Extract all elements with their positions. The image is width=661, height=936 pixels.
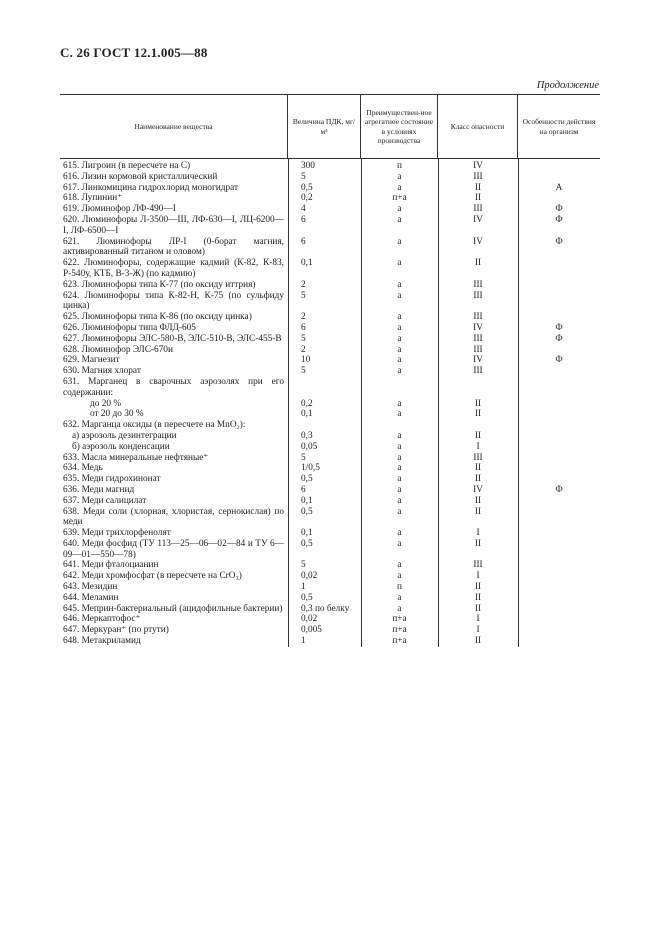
table-row [60,334,600,345]
pdk-value: 4 [301,204,306,215]
aggregate-state: а [397,322,402,333]
aggregate-state: а [397,430,402,441]
table-row [60,355,600,366]
hazard-class: III [473,171,483,182]
aggregate-state: п+а [392,625,407,636]
pdk-value: 2 [301,312,306,323]
pdk-value: 0,3 по белку [301,603,350,614]
hazard-class: II [474,409,482,420]
pdk-value [288,377,361,399]
substance-name: 622. Люминофоры, содержащие кадмий (К-82, К-83, Р-540у, КТБ, В-3-Ж) (по кадмию) [63,258,284,279]
effect-feature [518,507,600,529]
pdk-value: 0,005 [301,625,322,636]
substance-name: от 20 до 30 % [90,409,144,420]
hazard-class: IV [473,484,483,495]
aggregate-state: п+а [392,193,407,204]
substance-name: 632. Марганца оксиды (в пересчете на MnO₂): [63,420,246,431]
table-row [60,280,600,291]
page-title: С. 26 ГОСТ 12.1.005—88 [60,45,208,60]
aggregate-state: а [397,366,402,377]
aggregate-state: а [397,214,402,225]
hazard-class: II [474,582,482,593]
pdk-value: 5 [301,333,306,344]
pdk-value: 0,5 [301,592,313,603]
substance-name: 634. Медь [63,463,103,474]
column-divider [518,159,519,647]
col-feature-header: Особенности действия на организм [522,117,596,136]
table-row [60,496,600,507]
effect-feature [518,442,600,453]
aggregate-state: п [397,582,402,593]
pdk-value: 2 [301,344,306,355]
pdk-value: 1 [301,636,306,647]
pdk-value: 5 [301,171,306,182]
table-row [60,571,600,582]
table-row [60,215,600,237]
continuation-label: Продолжение [536,80,599,91]
hazard-class: II [474,182,482,193]
table-row [60,463,600,474]
aggregate-state: а [397,506,402,517]
pdk-value: 0,1 [301,495,313,506]
table-row [60,409,600,420]
table-row [60,183,600,194]
pdk-value: 5 [301,290,306,301]
column-divider [288,159,289,647]
hazard-class: II [474,506,482,517]
aggregate-state: а [397,312,402,323]
effect-feature [518,431,600,442]
effect-feature [518,399,600,410]
hazard-class: II [474,463,482,474]
aggregate-state: а [397,344,402,355]
substance-name: 620. Люминофоры Л-3500—III, ЛФ-630—I, ЛЦ-6200—I, ЛФ-6500—I [63,214,284,236]
effect-feature [518,528,600,539]
substance-name: 631. Марганец в сварочных аэрозолях при его содержании: [63,376,284,398]
aggregate-state: а [397,463,402,474]
substance-name: до 20 % [90,398,122,409]
table-row [60,507,600,529]
pdk-value: 10 [301,355,311,366]
effect-feature [518,345,600,356]
hazard-class: II [474,538,482,549]
substance-name: 636. Меди магнид [63,484,135,495]
aggregate-state: а [397,290,402,301]
effect-feature [518,582,600,593]
pdk-value: 0,05 [301,441,318,452]
effect-feature: Ф [555,333,563,344]
effect-feature [518,420,600,431]
substance-name: 624. Люминофоры типа К-82-Н, К-75 (по сульфиду цинка) [63,290,284,312]
table-body [60,159,600,647]
table-row [60,193,600,204]
pdk-value: 1/0,5 [301,463,320,474]
aggregate-state [361,377,438,399]
effect-feature: Ф [555,322,563,333]
hazard-class: III [473,366,483,377]
table-row [60,582,600,593]
substance-name: 646. Меркаптофос⁺ [63,614,141,625]
aggregate-state: а [397,204,402,215]
pdk-value: 0,5 [301,182,313,193]
aggregate-state: а [397,560,402,571]
table-row [60,593,600,604]
effect-feature [518,593,600,604]
aggregate-state: а [397,592,402,603]
hazard-class: III [473,333,483,344]
table-row [60,431,600,442]
substance-name: 640. Меди фосфид (ТУ 113—25—06—02—84 и ТУ 6—09—01—550—78) [63,538,284,560]
hazard-class: II [474,636,482,647]
table-row [60,258,600,280]
effect-feature: Ф [555,236,563,247]
effect-feature [518,636,600,647]
hazard-class: III [473,204,483,215]
table-row [60,604,600,615]
aggregate-state: а [397,441,402,452]
effect-feature [518,366,600,377]
pdk-value: 0,1 [301,528,313,539]
substance-name: 648. Метакриламид [63,636,141,647]
aggregate-state: а [397,495,402,506]
aggregate-state: а [397,409,402,420]
substance-name: 633. Масла минеральные нефтяные⁺ [63,452,209,463]
effect-feature [518,193,600,204]
aggregate-state: а [397,279,402,290]
effect-feature [518,409,600,420]
table-row [60,474,600,485]
substance-name: 626. Люминофоры типа ФЛД-605 [63,322,196,333]
table-row [60,539,600,561]
table-row [60,485,600,496]
hazard-class: II [474,592,482,603]
col-pdk-header: Величина ПДК, мг/м³ [288,95,361,158]
substance-name: 639. Меди трихлорфенолят [63,528,171,539]
column-divider [438,159,439,647]
effect-feature: Ф [555,484,563,495]
hazard-class: IV [473,322,483,333]
hazard-class: I [476,571,480,582]
substance-name: б) аэрозоль конденсации [72,441,170,452]
effect-feature [518,474,600,485]
substance-name: 619. Люминофор ЛФ-490—I [63,204,176,215]
aggregate-state: а [397,355,402,366]
aggregate-state: а [397,528,402,539]
effect-feature [518,377,600,399]
substance-name: 628. Люминофор ЭЛС-670и [63,344,173,355]
aggregate-state: а [397,171,402,182]
substance-name: 637. Меди салицилат [63,495,147,506]
table-row [60,323,600,334]
pdk-value: 0,5 [301,474,313,485]
effect-feature [518,161,600,172]
table-row [60,204,600,215]
table-row [60,442,600,453]
pdk-value: 0,3 [301,430,313,441]
hazard-class: II [474,474,482,485]
substance-name: 642. Меди хромфосфат (в пересчете на CrO₃) [63,571,242,582]
pdk-value: 0,5 [301,538,313,549]
hazard-class: II [474,603,482,614]
col-name-header: Наименование вещества [60,95,288,158]
table-row [60,560,600,571]
table-header [60,94,600,159]
effect-feature [518,625,600,636]
table-row [60,345,600,356]
hazard-class: IV [473,161,483,171]
hazard-class: III [473,560,483,571]
pdk-value [288,420,361,431]
hazard-class: I [476,528,480,539]
pdk-value: 6 [301,236,306,247]
pdk-value: 0,5 [301,506,313,517]
table-row [60,237,600,259]
aggregate-state [361,420,438,431]
aggregate-state: а [397,258,402,269]
aggregate-state: а [397,452,402,463]
table-row [60,453,600,464]
substance-name: 644. Меламин [63,592,119,603]
effect-feature [518,280,600,291]
effect-feature [518,172,600,183]
pdk-value: 2 [301,279,306,290]
hazard-class: IV [473,355,483,366]
substance-name: а) аэрозоль дезинтеграции [72,430,177,441]
effect-feature: Ф [555,214,563,225]
effect-feature [518,604,600,615]
effect-feature [518,539,600,561]
effect-feature [518,571,600,582]
substance-name: 635. Меди гидрохинонат [63,474,161,485]
hazard-class: I [476,614,480,625]
table-row [60,399,600,410]
substance-name: 643. Мезидин [63,582,118,593]
pdk-value: 6 [301,322,306,333]
table-row [60,366,600,377]
effect-feature [518,258,600,280]
hazard-class: III [473,344,483,355]
substance-name: 630. Магния хлорат [63,366,141,377]
aggregate-state: п+а [392,614,407,625]
pdk-value: 0,1 [301,258,313,269]
effect-feature: Ф [555,204,563,215]
substance-name: 629. Магнезит [63,355,120,366]
aggregate-state: п+а [392,636,407,647]
table-row [60,172,600,183]
aggregate-state: а [397,484,402,495]
column-divider [361,159,362,647]
pdk-value: 0,2 [301,398,313,409]
effect-feature [518,560,600,571]
effect-feature [518,614,600,625]
aggregate-state: а [397,474,402,485]
pdk-value: 0,02 [301,571,318,582]
substance-name: 625. Люминофоры типа К-86 (по оксиду цинка) [63,312,252,323]
substance-name: 647. Меркуран⁺ (по ртути) [63,625,169,636]
substance-name: 641. Меди фталоцианин [63,560,159,571]
pdk-value: 5 [301,452,306,463]
hazard-class: III [473,279,483,290]
aggregate-state: а [397,398,402,409]
pdk-value: 0,1 [301,409,313,420]
effect-feature [518,463,600,474]
table-row [60,312,600,323]
hazard-class: IV [473,214,483,225]
substance-name: 615. Лигроин (в пересчете на С) [63,161,191,171]
substance-name: 638. Меди соли (хлорная, хлористая, сернокислая) по меди [63,506,284,528]
table-row [60,159,600,172]
hazard-class: I [476,625,480,636]
effect-feature: А [555,182,563,193]
pdk-value: 0,02 [301,614,318,625]
table-row [60,377,600,399]
effect-feature [518,312,600,323]
effect-feature [518,453,600,464]
substance-name: 645. Меприн-бактериальный (ацидофильные бактерии) [63,603,283,614]
aggregate-state: а [397,571,402,582]
aggregate-state: а [397,333,402,344]
hazard-class: III [473,452,483,463]
pdk-value: 6 [301,484,306,495]
col-class-header: Класс опасности [438,95,518,158]
pdk-value: 5 [301,560,306,571]
hazard-class: II [474,398,482,409]
hazard-class [438,420,518,431]
hazard-class: II [474,193,482,204]
pdk-value: 6 [301,214,306,225]
substances-table [60,94,600,647]
pdk-value: 1 [301,582,306,593]
aggregate-state: а [397,603,402,614]
hazard-class [438,377,518,399]
effect-feature [518,496,600,507]
hazard-class: I [476,441,480,452]
table-row [60,528,600,539]
effect-feature: Ф [555,355,563,366]
hazard-class: II [474,430,482,441]
pdk-value: 300 [301,161,315,171]
table-row [60,420,600,431]
effect-feature [518,291,600,313]
substance-name: 621. Люминофоры ЛР-I (0-борат магния, активированный титаном и оловом) [63,236,284,258]
substance-name: 618. Лупинин⁺ [63,193,123,204]
substance-name: 627. Люминофоры ЭЛС-580-В, ЭЛС-510-В, ЭЛС-455-В [63,333,282,344]
aggregate-state: а [397,182,402,193]
table-row [60,625,600,636]
col-state-header: Преимуществен-ное агрегатное состояние в условиях производства [361,95,438,158]
aggregate-state: а [397,236,402,247]
substance-name: 623. Люминофоры типа К-77 (по оксиду иттрия) [63,279,256,290]
pdk-value: 0,2 [301,193,313,204]
pdk-value: 5 [301,366,306,377]
hazard-class: III [473,290,483,301]
table-row [60,291,600,313]
substance-name: 616. Лизин кормовой кристаллический [63,171,218,182]
hazard-class: III [473,312,483,323]
table-row [60,636,600,647]
hazard-class: IV [473,236,483,247]
substance-name: 617. Линкомицина гидрохлорид моногидрат [63,182,239,193]
table-row [60,614,600,625]
aggregate-state: п [397,161,402,171]
hazard-class: II [474,495,482,506]
aggregate-state: а [397,538,402,549]
hazard-class: II [474,258,482,269]
